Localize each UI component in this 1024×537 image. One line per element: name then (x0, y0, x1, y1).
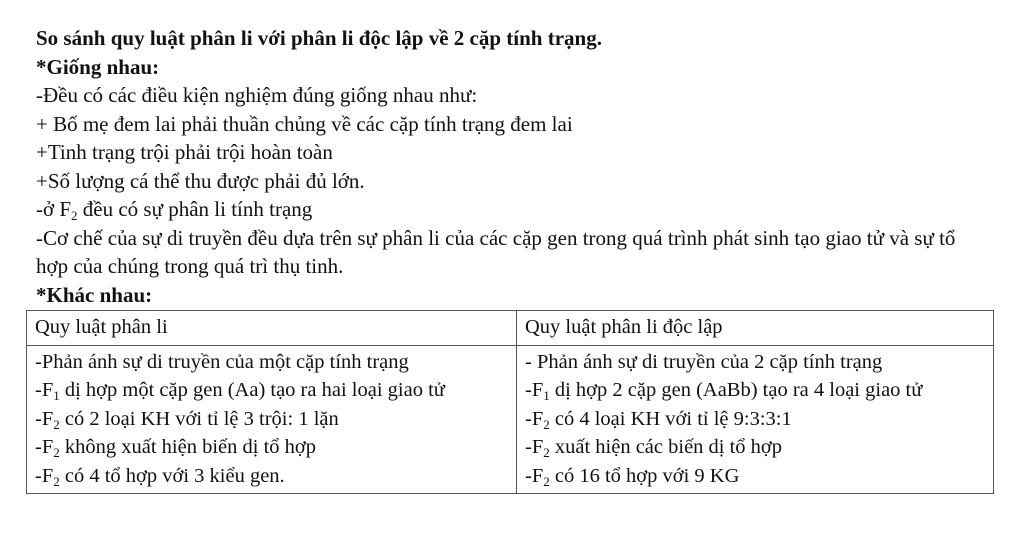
cell-text: -Phản ánh sự di truyền của một cặp tính trạng (35, 350, 409, 373)
table-row (27, 345, 994, 494)
table-header-cell: Quy luật phân li (27, 311, 517, 346)
document-body (36, 24, 996, 309)
cell-text: $-F_2$ có 4 tổ hợp với 3 kiểu gen. (35, 464, 285, 489)
cell-text: $-F_2$ có 2 loại KH với tỉ lệ 3 trội: 1 lặn (35, 407, 339, 432)
similar-item: +Tinh trạng trội phải trội hoàn toàn (36, 140, 333, 164)
comparison-table (26, 310, 994, 494)
cell-text: $-F_2$ không xuất hiện biến dị tổ hợp (35, 436, 316, 460)
cell-text: $-F_1$ dị hợp 2 cặp gen (AaBb) tạo ra 4 loại giao tử (525, 379, 923, 403)
table-cell (27, 345, 517, 494)
cell-text: $-F_2$ có 16 tổ hợp với 9 KG (525, 464, 740, 489)
similar-item: +Số lượng cá thể thu được phải đủ lớn. (36, 168, 365, 193)
cell-text: $-F_2$ xuất hiện các biến dị tổ hợp (525, 436, 783, 460)
similar-item-f2: -ở $F_2$ đều có sự phân li tính trạng (36, 197, 313, 223)
table-cell (517, 345, 994, 494)
similar-item: -Đều có các điều kiện nghiệm đúng giống nhau như: (36, 83, 478, 107)
different-heading: *Khác nhau: (36, 282, 153, 307)
table-header-row (27, 311, 994, 346)
cell-text: - Phản ánh sự di truyền của 2 cặp tính trạng (525, 350, 883, 373)
table-header-cell: Quy luật phân li độc lập (517, 311, 994, 346)
similar-heading: *Giống nhau: (36, 54, 160, 79)
similar-item: + Bố mẹ đem lai phải thuần chủng về các cặp tính trạng đem lai (36, 111, 573, 136)
similar-item-mechanism: -Cơ chế của sự di truyền đều dựa trên sự phân li của các cặp gen trong quá trình phát sinh tạo giao tử và sự tổ hợp của chúng trong quá trì thụ tinh. (36, 225, 956, 278)
cell-text: $-F_1$ dị hợp một cặp gen (Aa) tạo ra hai loại giao tử (35, 379, 445, 403)
cell-text: $-F_2$ có 4 loại KH với tỉ lệ 9:3:3:1 (525, 407, 792, 432)
document-title: So sánh quy luật phân li với phân li độc lập về 2 cặp tính trạng. (36, 26, 602, 50)
